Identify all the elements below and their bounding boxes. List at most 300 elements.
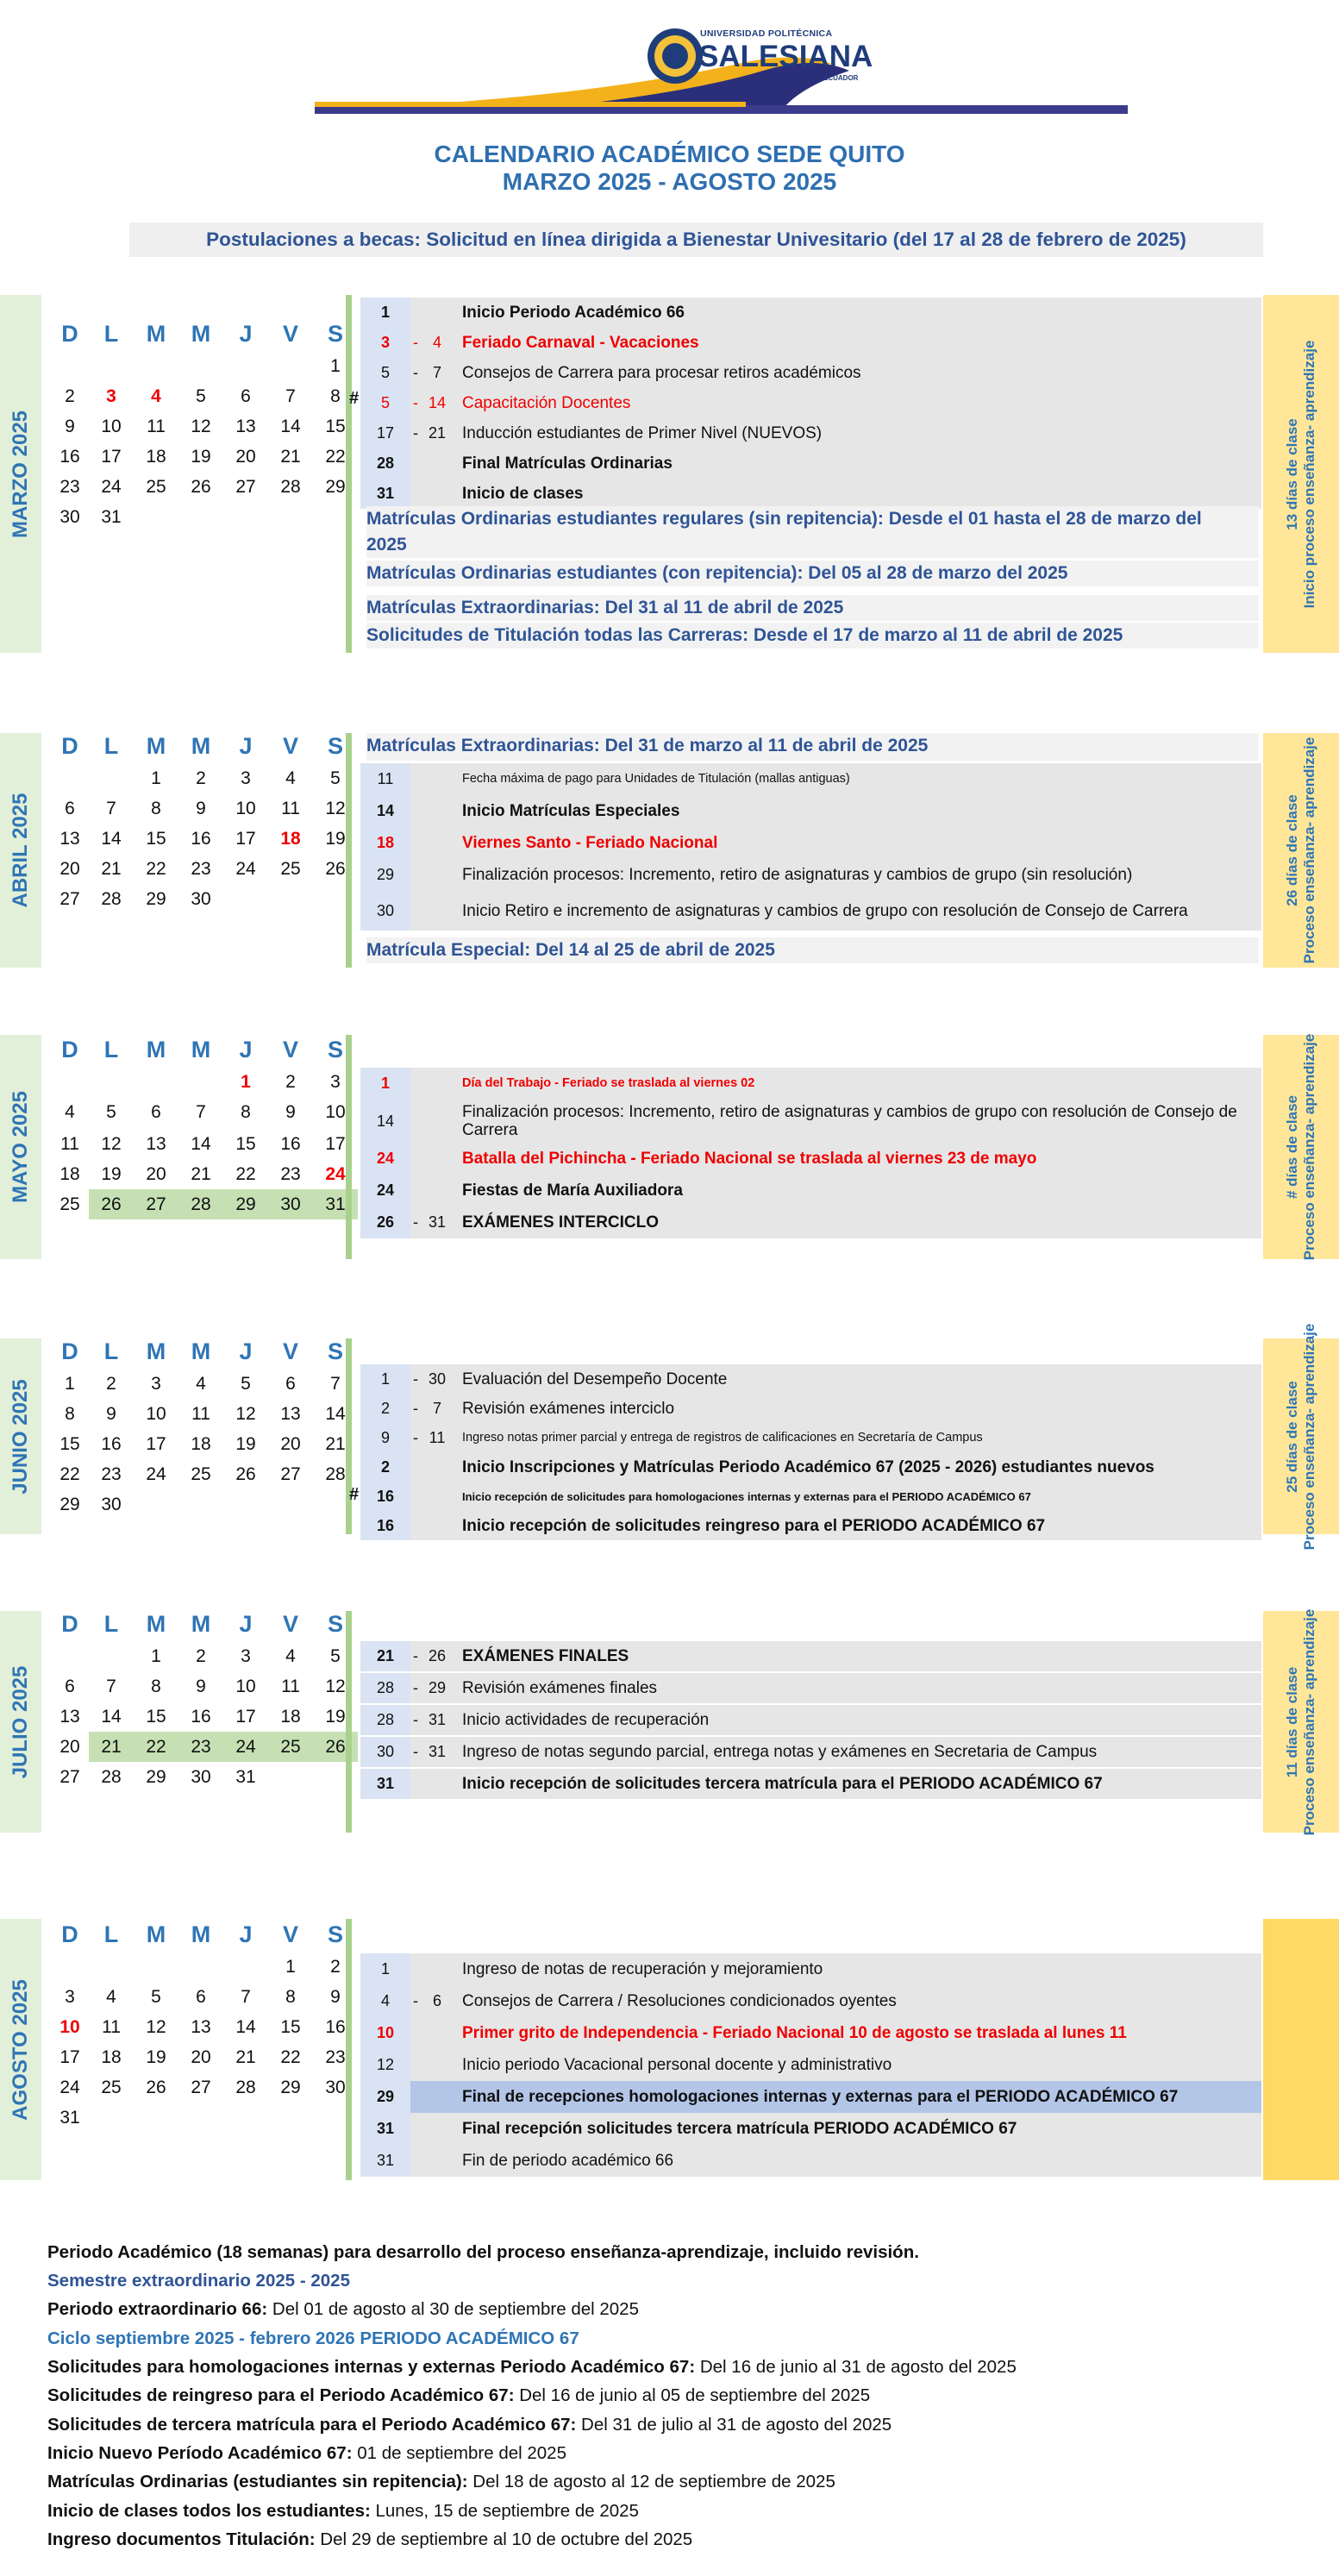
calendar-day[interactable]: 7 <box>106 1677 116 1696</box>
calendar-day[interactable]: 14 <box>280 417 301 436</box>
calendar-day[interactable]: 2 <box>106 1374 116 1394</box>
calendar-day[interactable]: 3 <box>151 1374 161 1394</box>
weekday-header-row <box>47 1611 347 1641</box>
calendar-day[interactable]: 25 <box>268 1732 313 1762</box>
event-row <box>360 418 1261 448</box>
calendar-day[interactable]: 11 <box>191 1404 210 1424</box>
weekday-header: M <box>191 1037 211 1062</box>
calendar-day[interactable]: 27 <box>59 1767 80 1787</box>
event-date-start: 14 <box>376 1112 395 1130</box>
calendar-day[interactable]: 24 <box>101 477 122 497</box>
calendar-day[interactable]: 4 <box>196 1374 206 1394</box>
calendar-day[interactable]: 17 <box>235 829 256 849</box>
calendar-day[interactable]: 30 <box>59 507 80 527</box>
calendar-day[interactable]: 1 <box>285 1957 296 1977</box>
process-label: Proceso enseñanza- aprendizaje <box>1301 1608 1317 1835</box>
calendar-day[interactable]: 19 <box>191 447 211 467</box>
calendar-day[interactable]: 13 <box>235 417 256 436</box>
calendar-day[interactable]: 8 <box>330 386 341 406</box>
calendar-day[interactable]: 8 <box>151 1677 161 1696</box>
event-row <box>360 1737 1261 1767</box>
footer-line <box>47 2357 1017 2378</box>
event-date-start: 18 <box>376 834 395 851</box>
calendar-day[interactable]: 25 <box>280 859 301 879</box>
month-calendar-grid <box>47 1921 347 2133</box>
calendar-day[interactable]: 19 <box>101 1164 122 1184</box>
calendar-day[interactable]: 1 <box>65 1374 75 1394</box>
calendar-day[interactable]: 14 <box>235 2017 256 2037</box>
footer-label: Solicitudes para homologaciones internas y externas Periodo Académico 67: <box>47 2357 696 2377</box>
calendar-day[interactable]: 11 <box>60 1134 79 1154</box>
calendar-day[interactable]: 28 <box>280 477 301 497</box>
footer-label: Inicio Nuevo Período Académico 67: <box>47 2443 353 2463</box>
calendar-day[interactable]: 15 <box>146 1707 166 1727</box>
calendar-day[interactable]: 22 <box>235 1164 256 1184</box>
calendar-day[interactable]: 9 <box>65 417 75 436</box>
weekday-header: S <box>327 1338 343 1364</box>
calendar-day[interactable]: 15 <box>146 829 166 849</box>
calendar-day[interactable]: 20 <box>235 447 256 467</box>
calendar-day[interactable]: 30 <box>101 1495 122 1514</box>
class-days-text <box>1284 1034 1318 1261</box>
weekday-header: M <box>191 1921 211 1947</box>
calendar-day[interactable]: 12 <box>146 2017 166 2037</box>
weekday-header: S <box>327 1921 343 1947</box>
weekday-header: S <box>327 321 343 347</box>
class-days-panel <box>1263 1919 1339 2180</box>
calendar-day[interactable]: 18 <box>101 2047 122 2067</box>
event-row <box>360 1364 1261 1394</box>
calendar-day[interactable]: 2 <box>65 386 75 406</box>
event-description: Viernes Santo - Feriado Nacional <box>462 834 718 852</box>
section-divider-bar <box>346 733 352 968</box>
class-days-text <box>1284 1323 1318 1550</box>
calendar-day[interactable]: 10 <box>59 2017 80 2037</box>
event-description: Feriado Carnaval - Vacaciones <box>462 334 699 352</box>
weekday-header: M <box>146 1611 166 1637</box>
calendar-day[interactable]: 2 <box>196 1646 206 1666</box>
calendar-day[interactable]: 6 <box>196 1987 206 2007</box>
calendar-day[interactable]: 7 <box>330 1374 341 1394</box>
calendar-day[interactable]: 3 <box>65 1987 75 2007</box>
calendar-day[interactable]: 24 <box>235 859 256 879</box>
calendar-day[interactable]: 29 <box>280 2078 301 2097</box>
footer-label: Periodo extraordinario 66: <box>47 2299 268 2319</box>
calendar-day[interactable]: 30 <box>325 2078 346 2097</box>
calendar-day[interactable]: 23 <box>101 1464 122 1484</box>
footer-label: Semestre extraordinario 2025 - 2025 <box>47 2271 350 2291</box>
calendar-day[interactable]: 17 <box>325 1134 346 1154</box>
calendar-day[interactable]: 8 <box>151 799 161 818</box>
week-row <box>47 824 347 854</box>
class-days-text <box>1284 737 1318 964</box>
month-calendar-grid <box>47 321 347 532</box>
calendar-day[interactable]: 19 <box>235 1434 256 1454</box>
logo-country-text: ECUADOR <box>823 74 859 82</box>
calendar-day[interactable]: 1 <box>330 356 341 376</box>
page-subtitle: MARZO 2025 - AGOSTO 2025 <box>502 168 837 195</box>
event-description: Capacitación Docentes <box>462 394 631 412</box>
calendar-day[interactable]: 16 <box>325 2017 346 2037</box>
event-description: Inicio actividades de recuperación <box>462 1711 710 1729</box>
event-description: Batalla del Pichincha - Feriado Nacional se traslada al viernes 23 de mayo <box>462 1150 1037 1168</box>
month-name: MARZO 2025 <box>9 410 32 538</box>
weekday-header: D <box>61 1338 78 1364</box>
event-date-end: 26 <box>428 1647 447 1664</box>
calendar-day[interactable]: 11 <box>281 799 300 818</box>
calendar-day[interactable]: 9 <box>196 1677 206 1696</box>
weekday-header: D <box>61 1921 78 1947</box>
calendar-day[interactable]: 7 <box>285 386 296 406</box>
event-row <box>360 2017 1261 2049</box>
event-description: Fiestas de María Auxiliadora <box>462 1181 683 1200</box>
calendar-day[interactable]: 1 <box>241 1072 251 1092</box>
calendar-day[interactable]: 14 <box>101 1707 122 1727</box>
calendar-day[interactable]: 31 <box>235 1767 256 1787</box>
calendar-day[interactable]: 9 <box>285 1102 296 1122</box>
event-description: Fin de periodo académico 66 <box>462 2152 674 2170</box>
enrollment-note: Solicitudes de Titulación todas las Carreras: Desde el 17 de marzo al 11 de abril de 2025 <box>366 623 1259 649</box>
calendar-day[interactable]: 28 <box>325 1464 346 1484</box>
footer-value: Del 18 de agosto al 12 de septiembre de 2025 <box>467 2472 835 2491</box>
class-days-text <box>1284 1608 1318 1835</box>
calendar-day[interactable]: 10 <box>325 1102 346 1122</box>
calendar-day[interactable]: 26 <box>235 1464 256 1484</box>
calendar-day[interactable]: 17 <box>146 1434 166 1454</box>
footer-value: Del 01 de agosto al 30 de septiembre del 2025 <box>267 2299 639 2319</box>
footer-label: Solicitudes de tercera matrícula para el Periodo Académico 67: <box>47 2415 577 2435</box>
calendar-day[interactable]: 21 <box>191 1164 211 1184</box>
calendar-day[interactable]: 30 <box>191 889 211 909</box>
calendar-day[interactable]: 5 <box>151 1987 161 2007</box>
calendar-day[interactable]: 22 <box>59 1464 80 1484</box>
calendar-day[interactable]: 13 <box>280 1404 301 1424</box>
calendar-day[interactable]: 4 <box>65 1102 75 1122</box>
calendar-day[interactable]: 23 <box>178 1732 223 1762</box>
calendar-day[interactable]: 24 <box>325 1164 346 1184</box>
event-description: EXÁMENES FINALES <box>462 1647 629 1665</box>
calendar-day[interactable]: 10 <box>235 799 256 818</box>
weekday-header: V <box>282 321 298 347</box>
calendar-day[interactable]: 7 <box>196 1102 206 1122</box>
calendar-day[interactable]: 31 <box>59 2108 80 2128</box>
month-label <box>0 733 41 968</box>
hash-marker: # <box>349 1485 360 1504</box>
event-date-dash: - <box>413 394 418 411</box>
calendar-day[interactable]: 2 <box>196 768 206 788</box>
calendar-day[interactable]: 3 <box>106 386 116 406</box>
calendar-day[interactable]: 16 <box>280 1134 301 1154</box>
calendar-day[interactable]: 6 <box>285 1374 296 1394</box>
calendar-day[interactable]: 7 <box>241 1987 251 2007</box>
enrollment-note: Matrículas Extraordinarias: Del 31 al 11 de abril de 2025 <box>366 595 1259 621</box>
weekday-header: V <box>282 733 298 759</box>
week-row <box>47 472 347 502</box>
calendar-day[interactable]: 5 <box>330 1646 341 1666</box>
calendar-day[interactable]: 15 <box>59 1434 80 1454</box>
calendar-day[interactable]: 3 <box>241 1646 251 1666</box>
month-label <box>0 1611 41 1833</box>
weekday-header: L <box>103 1037 119 1062</box>
process-label: Proceso enseñanza- aprendizaje <box>1301 736 1317 964</box>
footer-value: Lunes, 15 de septiembre de 2025 <box>370 2501 639 2521</box>
class-days-panel <box>1263 1323 1339 1550</box>
event-date-end: 4 <box>432 334 441 351</box>
calendar-day[interactable]: 9 <box>106 1404 116 1424</box>
month-name: JULIO 2025 <box>9 1665 32 1778</box>
enrollment-note: Matrículas Ordinarias estudiantes regulares (sin repitencia): Desde el 01 hasta el 28 de marzo del <box>366 506 1259 532</box>
event-row <box>360 328 1261 358</box>
calendar-day[interactable]: 27 <box>191 2078 211 2097</box>
calendar-day[interactable]: 12 <box>325 1677 346 1696</box>
class-days-panel <box>1263 733 1339 968</box>
event-date-start: 1 <box>380 304 390 321</box>
calendar-day[interactable]: 13 <box>191 2017 211 2037</box>
calendar-day[interactable]: 17 <box>235 1707 256 1727</box>
calendar-day[interactable]: 25 <box>59 1194 80 1214</box>
weekday-header: L <box>103 733 119 759</box>
calendar-day[interactable]: 29 <box>59 1495 80 1514</box>
calendar-day[interactable]: 31 <box>313 1189 358 1219</box>
calendar-day[interactable]: 24 <box>223 1732 268 1762</box>
footer-line <box>47 2271 350 2291</box>
event-row <box>360 1452 1261 1482</box>
calendar-day[interactable]: 11 <box>281 1677 300 1696</box>
calendar-day[interactable]: 2 <box>285 1072 296 1092</box>
calendar-day[interactable]: 10 <box>101 417 122 436</box>
event-row <box>360 1511 1261 1540</box>
week-row <box>47 1641 347 1671</box>
month-name: AGOSTO 2025 <box>9 1978 32 2121</box>
event-date-dash: - <box>413 1647 418 1664</box>
calendar-day[interactable]: 15 <box>325 417 346 436</box>
weekday-header: L <box>103 1338 119 1364</box>
calendar-day[interactable]: 18 <box>280 829 301 849</box>
week-row <box>47 1097 347 1129</box>
calendar-day[interactable]: 21 <box>325 1434 346 1454</box>
calendar-day[interactable]: 24 <box>146 1464 166 1484</box>
calendar-day[interactable]: 23 <box>59 477 80 497</box>
event-row <box>360 479 1261 509</box>
calendar-day[interactable]: 5 <box>241 1374 251 1394</box>
calendar-day[interactable]: 16 <box>59 447 80 467</box>
event-description: Inicio de clases <box>462 485 584 503</box>
event-description: Fecha máxima de pago para Unidades de Titulación (mallas antiguas) <box>462 772 850 786</box>
calendar-day[interactable]: 2 <box>330 1957 341 1977</box>
calendar-day[interactable]: 17 <box>101 447 122 467</box>
calendar-day[interactable]: 10 <box>146 1404 166 1424</box>
calendar-day[interactable]: 8 <box>241 1102 251 1122</box>
calendar-day[interactable]: 4 <box>151 386 161 406</box>
event-description: Evaluación del Desempeño Docente <box>462 1369 728 1388</box>
calendar-day[interactable]: 29 <box>325 477 346 497</box>
calendar-day[interactable]: 12 <box>101 1134 122 1154</box>
calendar-day[interactable]: 18 <box>59 1164 80 1184</box>
calendar-day[interactable]: 18 <box>280 1707 301 1727</box>
calendar-day[interactable]: 4 <box>106 1987 116 2007</box>
calendar-day[interactable]: 23 <box>325 2047 346 2067</box>
week-row <box>47 1189 347 1219</box>
calendar-day[interactable]: 19 <box>146 2047 166 2067</box>
calendar-day[interactable]: 13 <box>59 829 80 849</box>
calendar-day[interactable]: 15 <box>280 2017 301 2037</box>
calendar-day[interactable]: 27 <box>280 1464 301 1484</box>
class-days-panel <box>1263 1035 1339 1259</box>
calendar-day[interactable]: 20 <box>191 2047 211 2067</box>
calendar-day[interactable]: 22 <box>325 447 346 467</box>
calendar-day[interactable]: 25 <box>191 1464 211 1484</box>
calendar-day[interactable]: 29 <box>223 1189 268 1219</box>
calendar-day[interactable]: 27 <box>235 477 256 497</box>
calendar-day[interactable]: 5 <box>196 386 206 406</box>
event-description: Inicio Matrículas Especiales <box>462 802 680 820</box>
weekday-header-row <box>47 1338 347 1369</box>
calendar-day[interactable]: 19 <box>325 829 346 849</box>
month-calendar-grid <box>47 1338 347 1520</box>
calendar-day[interactable]: 6 <box>151 1102 161 1122</box>
week-row <box>47 1369 347 1399</box>
calendar-day[interactable]: 14 <box>191 1134 211 1154</box>
calendar-day[interactable]: 15 <box>235 1134 256 1154</box>
calendar-day[interactable]: 26 <box>313 1732 358 1762</box>
calendar-day[interactable]: 23 <box>280 1164 301 1184</box>
calendar-day[interactable]: 6 <box>65 1677 75 1696</box>
weekday-header: J <box>239 733 253 759</box>
calendar-day[interactable]: 7 <box>106 799 116 818</box>
calendar-day[interactable]: 18 <box>146 447 166 467</box>
calendar-day[interactable]: 9 <box>196 799 206 818</box>
calendar-day[interactable]: 28 <box>101 889 122 909</box>
calendar-day[interactable]: 26 <box>89 1189 134 1219</box>
calendar-day[interactable]: 24 <box>59 2078 80 2097</box>
calendar-day[interactable]: 29 <box>146 1767 166 1787</box>
calendar-day[interactable]: 11 <box>102 2017 121 2037</box>
calendar-day[interactable]: 22 <box>134 1732 178 1762</box>
calendar-day[interactable]: 5 <box>106 1102 116 1122</box>
calendar-day[interactable]: 25 <box>101 2078 122 2097</box>
calendar-day[interactable]: 10 <box>235 1677 256 1696</box>
class-days-count: 26 días de clase <box>1284 794 1300 906</box>
event-description: Final Matrículas Ordinarias <box>462 454 673 473</box>
calendar-day[interactable]: 12 <box>235 1404 256 1424</box>
calendar-day[interactable]: 30 <box>268 1189 313 1219</box>
footer-line <box>47 2328 579 2349</box>
calendar-day[interactable]: 20 <box>280 1434 301 1454</box>
calendar-day[interactable]: 3 <box>241 768 251 788</box>
calendar-day[interactable]: 12 <box>325 799 346 818</box>
weekday-header: J <box>239 1037 253 1062</box>
calendar-day[interactable]: 26 <box>146 2078 166 2097</box>
calendar-day[interactable]: 22 <box>280 2047 301 2067</box>
calendar-day[interactable]: 21 <box>280 447 301 467</box>
calendar-day[interactable]: 5 <box>330 768 341 788</box>
calendar-day[interactable]: 19 <box>325 1707 346 1727</box>
calendar-day[interactable]: 9 <box>330 1987 341 2007</box>
calendar-day[interactable]: 4 <box>285 1646 296 1666</box>
calendar-day[interactable]: 20 <box>146 1164 166 1184</box>
event-description: Inducción estudiantes de Primer Nivel (NUEVOS) <box>462 424 823 442</box>
calendar-day[interactable]: 1 <box>151 768 161 788</box>
event-description: EXÁMENES INTERCICLO <box>462 1213 660 1232</box>
calendar-day[interactable]: 13 <box>59 1707 80 1727</box>
page-title: CALENDARIO ACADÉMICO SEDE QUITO <box>434 141 905 167</box>
calendar-day[interactable]: 17 <box>59 2047 80 2067</box>
event-date-start: 28 <box>376 1679 395 1696</box>
calendar-day[interactable]: 22 <box>146 859 166 879</box>
calendar-day[interactable]: 13 <box>146 1134 166 1154</box>
calendar-day[interactable]: 3 <box>330 1072 341 1092</box>
event-date-dash: - <box>413 1743 418 1760</box>
calendar-day[interactable]: 27 <box>134 1189 178 1219</box>
calendar-day[interactable]: 11 <box>147 417 166 436</box>
calendar-day[interactable]: 21 <box>101 859 122 879</box>
calendar-day[interactable]: 14 <box>101 829 122 849</box>
calendar-day[interactable]: 18 <box>191 1434 211 1454</box>
calendar-day[interactable]: 30 <box>191 1767 211 1787</box>
calendar-day[interactable]: 26 <box>325 859 346 879</box>
calendar-day[interactable]: 8 <box>285 1987 296 2007</box>
event-row <box>360 298 1261 328</box>
calendar-day[interactable]: 29 <box>146 889 166 909</box>
calendar-day[interactable]: 16 <box>191 829 211 849</box>
calendar-day[interactable]: 25 <box>146 477 166 497</box>
calendar-day[interactable]: 16 <box>101 1434 122 1454</box>
calendar-day[interactable]: 21 <box>89 1732 134 1762</box>
month-heading-note: Matrículas Extraordinarias: Del 31 de marzo al 11 de abril de 2025 <box>366 733 1259 761</box>
weekday-header: M <box>191 1338 211 1364</box>
footer-label: Ingreso documentos Titulación: <box>47 2529 316 2549</box>
calendar-day[interactable]: 31 <box>101 507 122 527</box>
event-date-dash: - <box>413 1428 418 1446</box>
week-row <box>47 411 347 442</box>
event-row <box>360 2081 1261 2113</box>
calendar-day[interactable]: 4 <box>285 768 296 788</box>
weekday-header: J <box>239 1338 253 1364</box>
calendar-day[interactable]: 6 <box>241 386 251 406</box>
calendar-day[interactable]: 8 <box>65 1404 75 1424</box>
calendar-day[interactable]: 26 <box>191 477 211 497</box>
calendar-day[interactable]: 27 <box>59 889 80 909</box>
calendar-day[interactable]: 12 <box>191 417 211 436</box>
event-row <box>360 1953 1261 1985</box>
month-calendar-grid <box>47 733 347 914</box>
calendar-day[interactable]: 21 <box>235 2047 256 2067</box>
section-divider-bar <box>346 1611 352 1833</box>
event-row <box>360 1100 1261 1143</box>
calendar-day[interactable]: 23 <box>191 859 211 879</box>
calendar-day[interactable]: 20 <box>59 859 80 879</box>
calendar-day[interactable]: 28 <box>101 1767 122 1787</box>
process-label: Proceso enseñanza- aprendizaje <box>1301 1323 1317 1550</box>
calendar-day[interactable]: 6 <box>65 799 75 818</box>
calendar-day[interactable]: 16 <box>191 1707 211 1727</box>
calendar-day[interactable]: 28 <box>178 1189 223 1219</box>
footer-value: Del 16 de junio al 31 de agosto del 2025 <box>695 2357 1017 2377</box>
weekday-header: V <box>282 1338 298 1364</box>
class-days-count: 25 días de clase <box>1284 1380 1300 1493</box>
weekday-header: D <box>61 321 78 347</box>
section-divider-bar <box>346 1919 352 2180</box>
logo-university-text: UNIVERSIDAD POLITÉCNICA <box>700 28 833 39</box>
calendar-day[interactable]: 14 <box>325 1404 346 1424</box>
calendar-day[interactable]: 28 <box>235 2078 256 2097</box>
calendar-day[interactable]: 1 <box>151 1646 161 1666</box>
weekday-header: L <box>103 1921 119 1947</box>
event-row <box>360 2049 1261 2081</box>
event-row <box>360 1705 1261 1735</box>
weekday-header: M <box>191 1611 211 1637</box>
calendar-day[interactable]: 20 <box>59 1737 80 1757</box>
